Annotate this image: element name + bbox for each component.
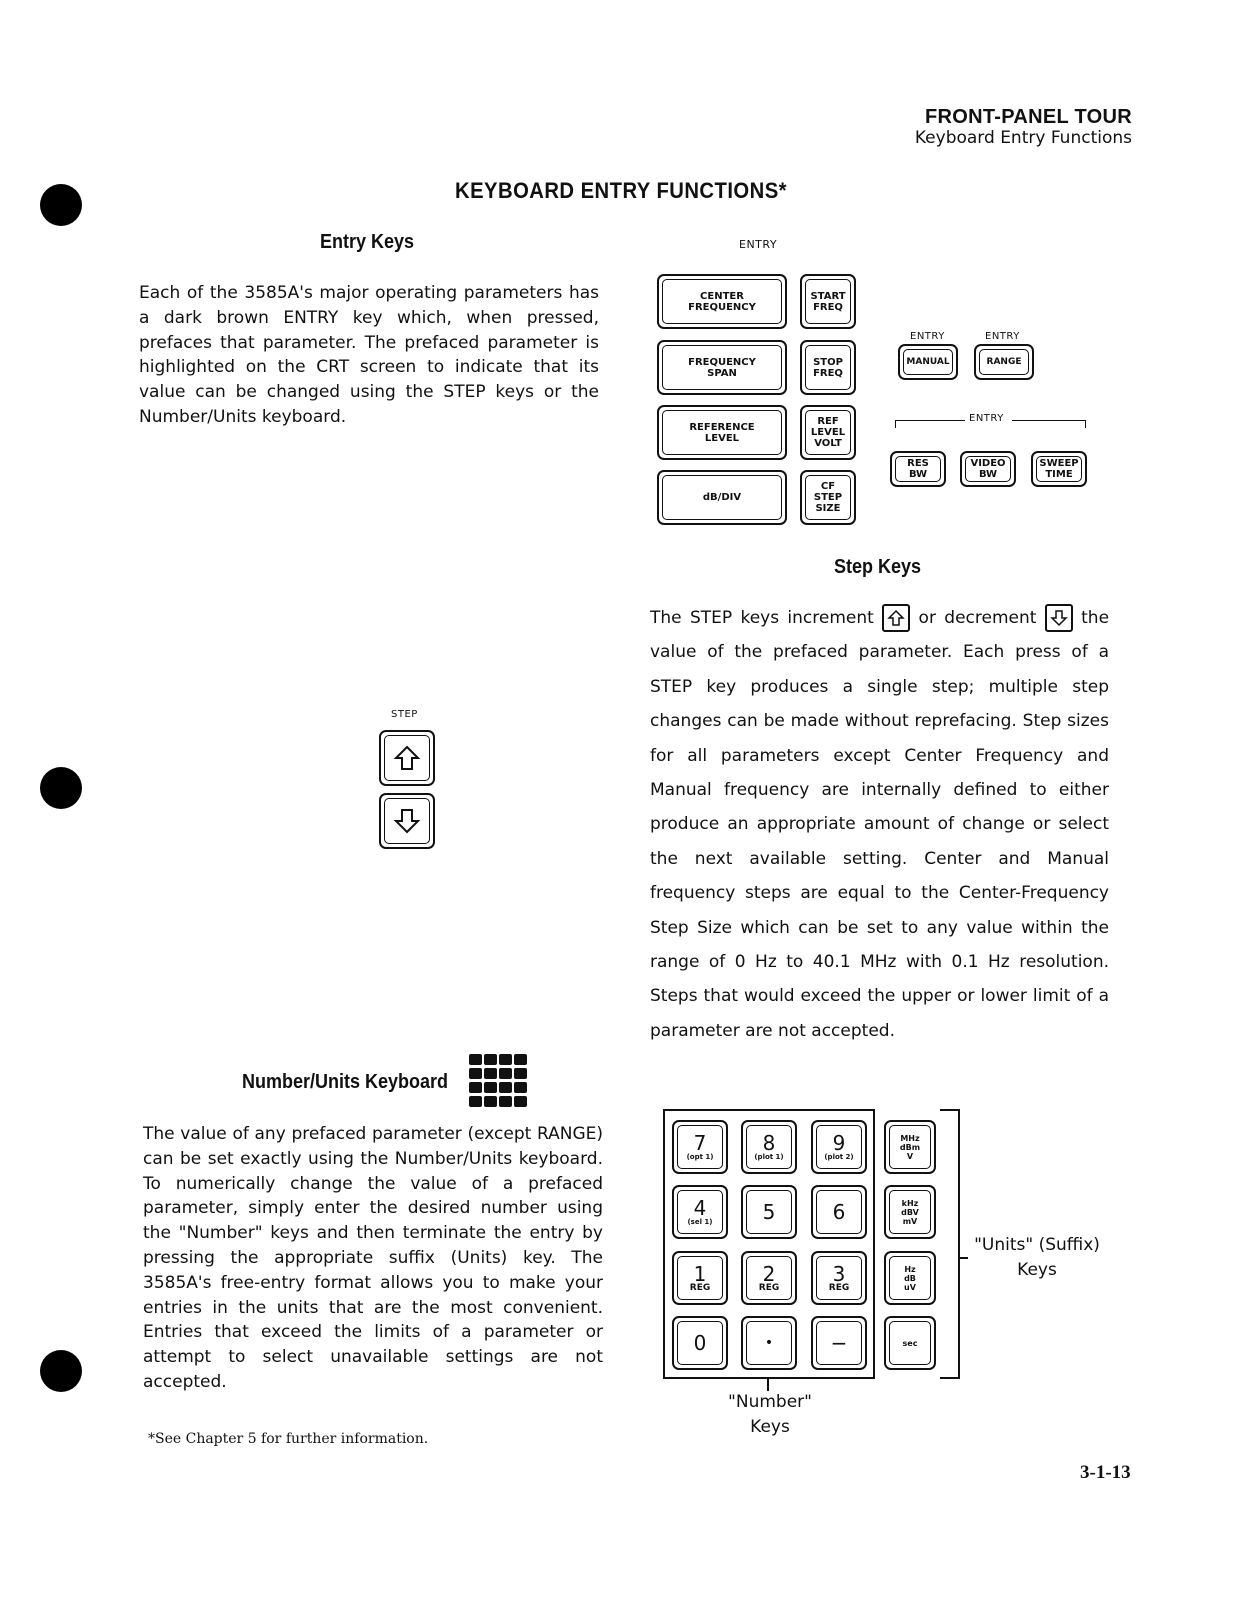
manual-entry-label: ENTRY [910, 331, 945, 342]
bw-group-bracket-right-tick [1085, 420, 1086, 428]
unit-key-hz-db-uv[interactable]: Hz dB uV [884, 1251, 936, 1305]
keypad-2[interactable]: 2 REG [741, 1251, 797, 1305]
keypad-9[interactable]: 9 (plot 2) [811, 1120, 867, 1174]
number-keys-bracket-bottom [663, 1377, 875, 1379]
keypad-minus[interactable]: − [811, 1316, 867, 1370]
keypad-8[interactable]: 8 (plot 1) [741, 1120, 797, 1174]
db-div-key[interactable]: dB/DIV [657, 470, 787, 525]
unit-key-mhz-dbm-v[interactable]: MHz dBm V [884, 1120, 936, 1174]
number-keys-caption: "Number" Keys [728, 1392, 812, 1437]
ref-level-volt-key[interactable]: REF LEVEL VOLT [800, 405, 856, 460]
start-freq-key[interactable]: START FREQ [800, 274, 856, 329]
step-diagram-label: STEP [391, 709, 418, 720]
video-bw-key[interactable]: VIDEO BW [960, 451, 1016, 487]
running-header-subtitle: Keyboard Entry Functions [914, 128, 1132, 148]
number-units-heading: Number/Units Keyboard [242, 1071, 449, 1093]
unit-key-sec[interactable]: sec [884, 1316, 936, 1370]
res-bw-key[interactable]: RES BW [890, 451, 946, 487]
number-keys-bracket-left [663, 1109, 665, 1379]
step-down-arrow-icon [392, 806, 422, 836]
punch-hole-bottom [40, 1350, 82, 1392]
bw-group-bracket-right [1012, 420, 1085, 421]
running-header-title: FRONT-PANEL TOUR [924, 106, 1132, 128]
center-frequency-key[interactable]: CENTER FREQUENCY [657, 274, 787, 329]
reference-level-key[interactable]: REFERENCE LEVEL [657, 405, 787, 460]
step-up-inline-icon [882, 604, 910, 632]
step-down-key[interactable] [379, 793, 435, 849]
sweep-time-key[interactable]: SWEEP TIME [1031, 451, 1087, 487]
step-down-inline-icon [1045, 604, 1073, 632]
cf-step-size-key[interactable]: CF STEP SIZE [800, 470, 856, 525]
keypad-4[interactable]: 4 (sel 1) [672, 1185, 728, 1239]
footnote: *See Chapter 5 for further information. [148, 1431, 429, 1447]
number-keys-bracket-top [663, 1109, 875, 1111]
entry-diagram-label: ENTRY [739, 238, 778, 251]
punch-hole-middle [40, 767, 82, 809]
bw-group-entry-label: ENTRY [969, 413, 1004, 424]
keypad-7[interactable]: 7 (opt 1) [672, 1120, 728, 1174]
range-entry-label: ENTRY [985, 331, 1020, 342]
keypad-1[interactable]: 1 REG [672, 1251, 728, 1305]
entry-keys-heading: Entry Keys [320, 231, 415, 253]
number-keys-pointer [767, 1377, 769, 1391]
keypad-6[interactable]: 6 [811, 1185, 867, 1239]
page-title: KEYBOARD ENTRY FUNCTIONS* [454, 178, 787, 203]
bw-group-bracket-left [895, 420, 965, 421]
keypad-3[interactable]: 3 REG [811, 1251, 867, 1305]
step-keys-heading: Step Keys [834, 556, 922, 578]
number-units-paragraph: The value of any prefaced parameter (except RANGE) can be set exactly using the Number/Units keyboard. To numerically change the value of a prefaced parameter, simply enter the desired number using the "Number" keys and then terminate the entry by pressing the appropriate suffix (Units) key. The 3585A's free-entry format allows you to make your entries in the units that are the most convenient. Entries that exceed the limits of a parameter or attempt to select unavailable settings are not accepted. [143, 1124, 603, 1392]
keypad-5[interactable]: 5 [741, 1185, 797, 1239]
step-text-part-1: The STEP keys increment [650, 608, 874, 628]
keypad-grid-icon [469, 1054, 529, 1108]
bw-group-bracket-left-tick [895, 420, 896, 428]
step-up-arrow-icon [392, 743, 422, 773]
unit-key-khz-dbv-mv[interactable]: kHz dBV mV [884, 1185, 936, 1239]
keypad-0[interactable]: 0 [672, 1316, 728, 1370]
step-text-part-2: or decrement [918, 608, 1037, 628]
step-keys-paragraph [650, 601, 1109, 1048]
page-number: 3-1-13 [1080, 1462, 1131, 1483]
keypad-decimal[interactable]: • [741, 1316, 797, 1370]
units-keys-bracket-bottom [940, 1377, 960, 1379]
units-keys-caption: "Units" (Suffix) Keys [974, 1235, 1100, 1280]
units-keys-bracket-top [940, 1109, 960, 1111]
step-up-key[interactable] [379, 730, 435, 786]
range-key[interactable]: RANGE [974, 344, 1034, 380]
number-keys-bracket-right [873, 1109, 875, 1379]
manual-key[interactable]: MANUAL [898, 344, 958, 380]
units-keys-bracket-right [958, 1109, 960, 1379]
step-text-part-3: the value of the prefaced parameter. Each press of a STEP key produces a single step; multiple step changes can be made without reprefacing. Step sizes for all parameters except Center Frequency and Manual frequency are internally defined to either produce an appropriate amount of change or select the next available setting. Center and Manual frequency steps are equal to the Center-Frequency Step Size which can be set to any value within the range of 0 Hz to 40.1 MHz with 0.1 Hz resolution. Steps that would exceed the upper or lower limit of a parameter are not accepted. [650, 608, 1110, 1041]
stop-freq-key[interactable]: STOP FREQ [800, 340, 856, 395]
entry-keys-paragraph: Each of the 3585A's major operating parameters has a dark brown ENTRY key which, when pressed, prefaces that parameter. The prefaced parameter is highlighted on the CRT screen to indicate that its value can be changed using the STEP keys or the Number/Units keyboard. [139, 283, 599, 427]
frequency-span-key[interactable]: FREQUENCY SPAN [657, 340, 787, 395]
